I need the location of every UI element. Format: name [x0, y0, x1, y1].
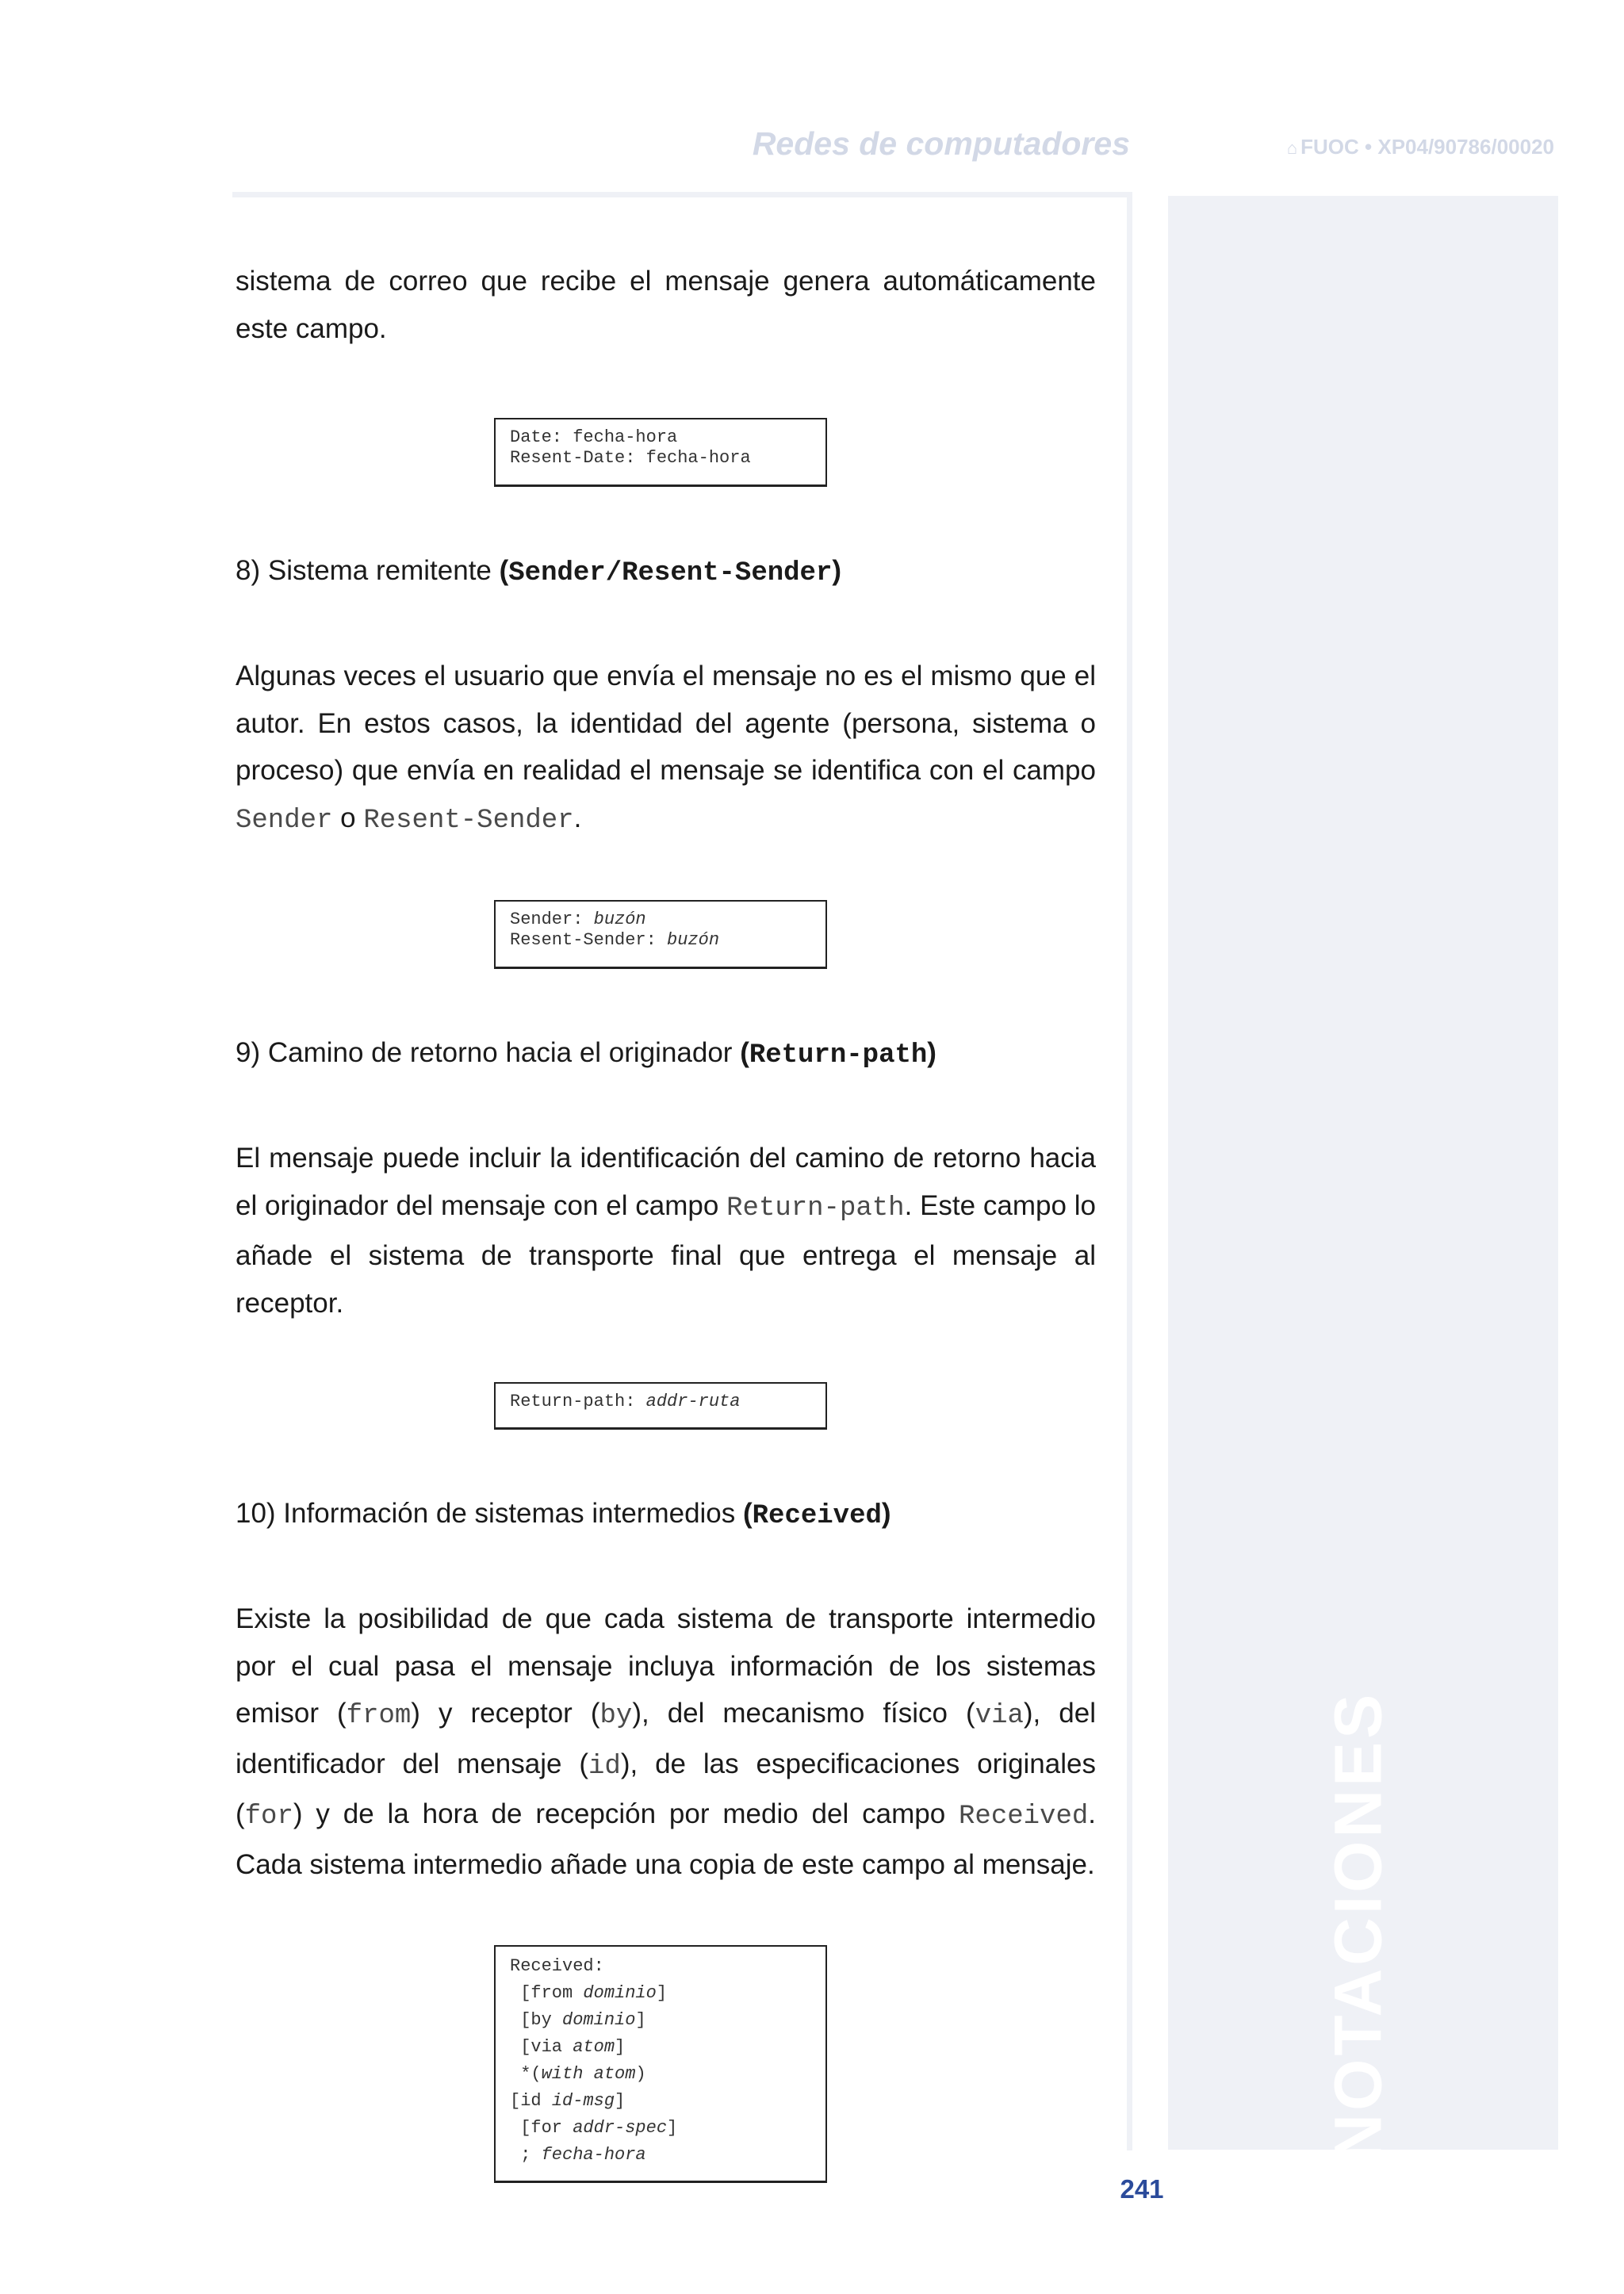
code-key: [for	[510, 2118, 573, 2138]
code-value: dominio	[562, 2010, 636, 2030]
heading-text: 8) Sistema remitente	[236, 555, 500, 586]
section-heading-received: 10) Información de sistemas intermedios (Received)	[236, 1498, 891, 1531]
inline-code: Return-path	[726, 1193, 905, 1224]
code-box-sender	[494, 900, 827, 969]
code-value: with atom	[541, 2064, 636, 2084]
received-paragraph	[236, 1595, 1096, 1888]
text: ) y receptor (	[411, 1698, 600, 1729]
section-heading-sender: 8) Sistema remitente (Sender/Resent-Sender)	[236, 555, 842, 588]
code-key: ]	[656, 1983, 668, 2003]
code-box-date	[494, 418, 827, 487]
text: ), de las especificaciones originales (	[236, 1748, 1096, 1829]
code-key: ]	[615, 2037, 626, 2057]
code-key: Sender:	[510, 910, 594, 929]
inline-code: for	[244, 1802, 293, 1832]
intro-paragraph: sistema de correo que recibe el mensaje genera automáticamente este campo.	[236, 266, 1096, 344]
annotations-label-text: ANOTACIONES	[1320, 1691, 1396, 2214]
top-rule	[232, 192, 1132, 197]
text: El mensaje puede incluir la identificación del camino de retorno hacia el originador del mensaje con el campo	[236, 1143, 1096, 1221]
heading-code: Sender/Resent-Sender	[508, 558, 833, 588]
fuoc-logo-icon: ⌂	[1286, 138, 1298, 158]
inline-code: id	[588, 1751, 621, 1782]
code-value: id-msg	[551, 2091, 615, 2111]
code-key: )	[635, 2064, 646, 2084]
code-box-return-path	[494, 1382, 827, 1430]
inline-code: Sender	[236, 805, 333, 836]
header-code-text: FUOC • XP04/90786/00020	[1300, 135, 1554, 159]
inline-code: Resent-Sender	[363, 805, 574, 836]
code-key: [by	[510, 2010, 563, 2030]
inline-code: via	[975, 1701, 1024, 1731]
code-key: ]	[615, 2091, 626, 2111]
heading-code: Received	[752, 1501, 882, 1531]
text: Algunas veces el usuario que envía el mensaje no es el mismo que el autor. En estos casos, la identidad del agente (persona, sistema o proceso) que envía en realidad el mensaje se identifica con el campo	[236, 661, 1096, 786]
code-line: Resent-Date: fecha-hora	[510, 448, 751, 468]
text: Existe la posibilidad de que cada sistema de transporte intermedio por el cual pasa el mensaje incluya información de los sistemas emisor (	[236, 1603, 1096, 1729]
code-key: ;	[510, 2145, 542, 2165]
heading-text: 9) Camino de retorno hacia el originador	[236, 1037, 741, 1068]
inline-code: by	[599, 1701, 633, 1731]
code-box-received	[494, 1945, 827, 2183]
code-value: dominio	[583, 1983, 657, 2003]
code-value: addr-ruta	[645, 1392, 741, 1411]
code-key: Return-path:	[510, 1392, 646, 1411]
sender-paragraph	[236, 653, 1096, 844]
code-key: [id	[510, 2091, 552, 2111]
page-number: 241	[1120, 2174, 1164, 2204]
heading-code: Return-path	[749, 1040, 928, 1070]
code-key: ]	[635, 2010, 646, 2030]
return-path-paragraph	[236, 1135, 1096, 1327]
code-line: Received:	[510, 1956, 604, 1976]
code-key: [from	[510, 1983, 584, 2003]
text: o	[332, 802, 364, 833]
text: ) y de la hora de recepción por medio del campo	[293, 1798, 959, 1829]
vertical-rule	[1127, 192, 1132, 2150]
code-key: *(	[510, 2064, 542, 2084]
text: . Este campo lo añade el sistema de transporte final que entrega el mensaje al receptor.	[236, 1189, 1096, 1319]
inline-code: Received	[959, 1802, 1089, 1832]
inline-code: from	[346, 1701, 412, 1731]
code-value: buzón	[667, 930, 720, 950]
text: .	[573, 802, 582, 833]
header-code	[1253, 135, 1554, 159]
code-key: [via	[510, 2037, 573, 2057]
code-value: atom	[573, 2037, 615, 2057]
section-heading-return-path: 9) Camino de retorno hacia el originador (Return-path)	[236, 1037, 936, 1070]
text: ), del mecanismo físico (	[632, 1698, 975, 1729]
heading-text: 10) Información de sistemas intermedios	[236, 1498, 743, 1529]
code-value: buzón	[593, 910, 646, 929]
code-key: ]	[667, 2118, 678, 2138]
text: . Cada sistema intermedio añade una copia de este campo al mensaje.	[236, 1798, 1096, 1880]
text: ), del identificador del mensaje (	[236, 1698, 1096, 1779]
code-value: fecha-hora	[541, 2145, 646, 2165]
code-line: Date: fecha-hora	[510, 427, 678, 447]
code-key: Resent-Sender:	[510, 930, 668, 950]
header-title: Redes de computadores	[752, 125, 1130, 162]
code-value: addr-spec	[573, 2118, 668, 2138]
page-content	[236, 258, 1096, 2183]
